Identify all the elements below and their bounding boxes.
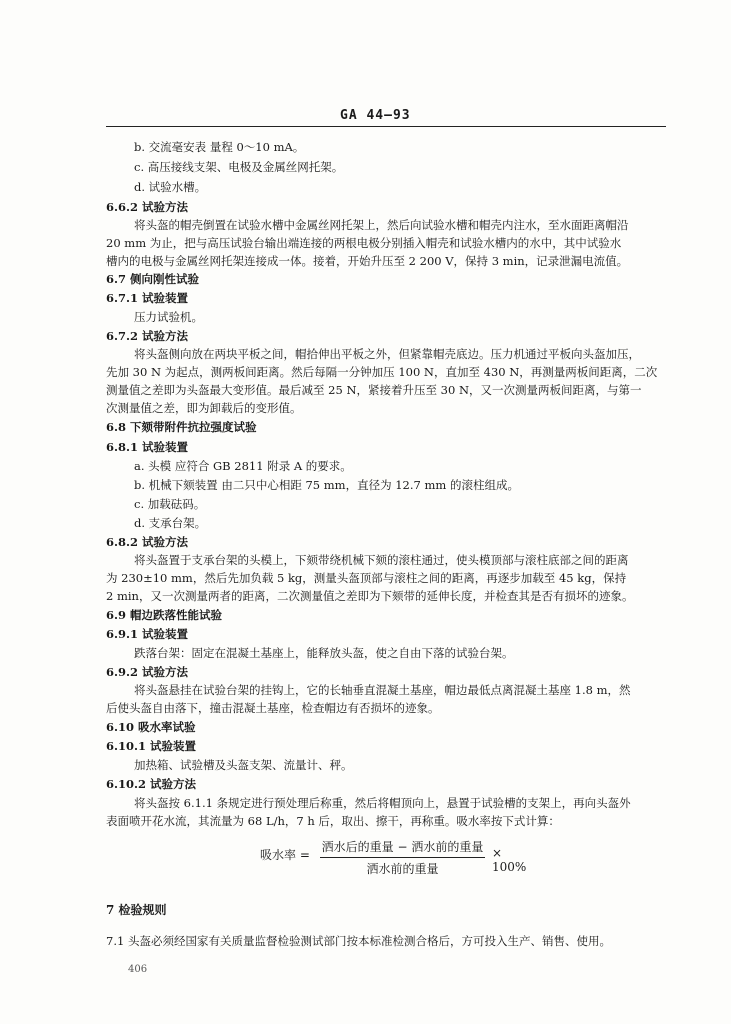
text-line: 将头盔悬挂在试验台架的挂钩上，它的长轴垂直混凝土基座，帽边最低点离混凝土基座 1.8 m，然 <box>134 683 631 697</box>
text-line: 测量值之差即为头盔最大变形值。最后减至 25 N，紧接着升压至 30 N，又一次测量两板间距离，与第一 <box>106 383 642 397</box>
formula-suffix: × 100% <box>492 846 527 874</box>
section-heading: 6.8 下颏带附件抗拉强度试验 <box>106 420 257 434</box>
section-heading: 6.8.2 试验方法 <box>106 535 189 549</box>
text-line: 跌落台架：固定在混凝土基座上，能释放头盔，使之自由下落的试验台架。 <box>134 646 514 660</box>
section-heading: 6.7 侧向刚性试验 <box>106 272 200 286</box>
text-line: 后使头盔自由落下，撞击混凝土基座，检查帽边有否损坏的迹象。 <box>106 701 440 715</box>
text-line: 将头盔的帽壳倒置在试验水槽中金属丝网托架上，然后向试验水槽和帽壳内注水，至水面距离帽沿 <box>134 218 629 232</box>
section-heading: 6.8.1 试验装置 <box>106 440 189 454</box>
text-line: 将头盔置于支承台架的头模上，下颏带绕机械下颏的滚柱通过，使头模顶部与滚柱底部之间的距离 <box>134 553 629 567</box>
text-line: d. 支承台架。 <box>134 516 207 530</box>
section-heading: 6.10.1 试验装置 <box>106 739 197 753</box>
header-rule <box>106 126 666 127</box>
text-line: 次测量值之差，即为卸载后的变形值。 <box>106 401 302 415</box>
text-line: 压力试验机。 <box>134 310 203 324</box>
text-line: b. 机械下颏装置 由二只中心相距 75 mm，直径为 12.7 mm 的滚柱组成。 <box>134 478 519 492</box>
formula-denominator: 洒水前的重量 <box>366 862 439 876</box>
section-heading: 6.7.2 试验方法 <box>106 329 189 343</box>
formula-fraction <box>320 838 485 877</box>
text-line: b. 交流毫安表 量程 0～10 mA。 <box>134 140 305 154</box>
text-line: 加热箱、试验槽及头盔支架、流量计、秤。 <box>134 758 353 772</box>
section-heading: 6.9 帽边跌落性能试验 <box>106 608 223 622</box>
text-line: a. 头模 应符合 GB 2811 附录 A 的要求。 <box>134 459 352 473</box>
chapter-heading: 7 检验规则 <box>106 903 167 917</box>
text-line: 将头盔按 6.1.1 条规定进行预处理后称重，然后将帽顶向上，悬置于试验槽的支架上，再向头盔外 <box>134 796 631 810</box>
section-heading: 6.9.2 试验方法 <box>106 665 189 679</box>
text-line: 表面喷开花水流，其流量为 68 L/h，7 h 后，取出、擦干，再称重。吸水率按下式计算： <box>106 814 560 828</box>
text-line: 7.1 头盔必须经国家有关质量监督检验测试部门按本标准检测合格后，方可投入生产、销售、使用。 <box>106 934 611 948</box>
section-heading: 6.9.1 试验装置 <box>106 627 189 641</box>
section-heading: 6.10 吸水率试验 <box>106 720 196 734</box>
text-line: c. 加载砝码。 <box>134 497 206 511</box>
text-line: 槽内的电极与金属丝网托架连接成一体。接着，开始升压至 2 200 V，保持 3 min，记录泄漏电流值。 <box>106 254 629 268</box>
section-heading: 6.6.2 试验方法 <box>106 200 189 214</box>
text-line: 2 min，又一次测量两者的距离，二次测量值之差即为下颏带的延伸长度，并检查其是否有损坏的迹象。 <box>106 589 634 603</box>
section-heading: 6.10.2 试验方法 <box>106 777 197 791</box>
text-line: c. 高压接线支架、电极及金属丝网托架。 <box>134 160 344 174</box>
text-line: d. 试验水槽。 <box>134 180 207 194</box>
text-line: 先加 30 N 为起点，测两板间距离。然后每隔一分钟加压 100 N，直加至 430 N，再测量两板间距离，二次 <box>106 365 658 379</box>
absorption-formula <box>260 840 527 876</box>
text-line: 为 230±10 mm，然后先加负载 5 kg，测量头盔顶部与滚柱之间的距离，再逐步加载至 45 kg，保持 <box>106 571 627 585</box>
formula-lhs: 吸水率 = <box>260 848 310 862</box>
section-heading: 6.7.1 试验装置 <box>106 291 189 305</box>
page-number: 406 <box>128 964 148 975</box>
formula-numerator: 洒水后的重量 − 洒水前的重量 <box>320 838 485 858</box>
text-line: 20 mm 为止，把与高压试验台输出端连接的两根电极分别插入帽壳和试验水槽内的水中，其中试验水 <box>106 236 622 250</box>
text-line: 将头盔侧向放在两块平板之间，帽拾伸出平板之外，但紧靠帽壳底边。压力机通过平板向头盔加压， <box>134 347 640 361</box>
standard-code: GA 44—93 <box>340 108 411 123</box>
